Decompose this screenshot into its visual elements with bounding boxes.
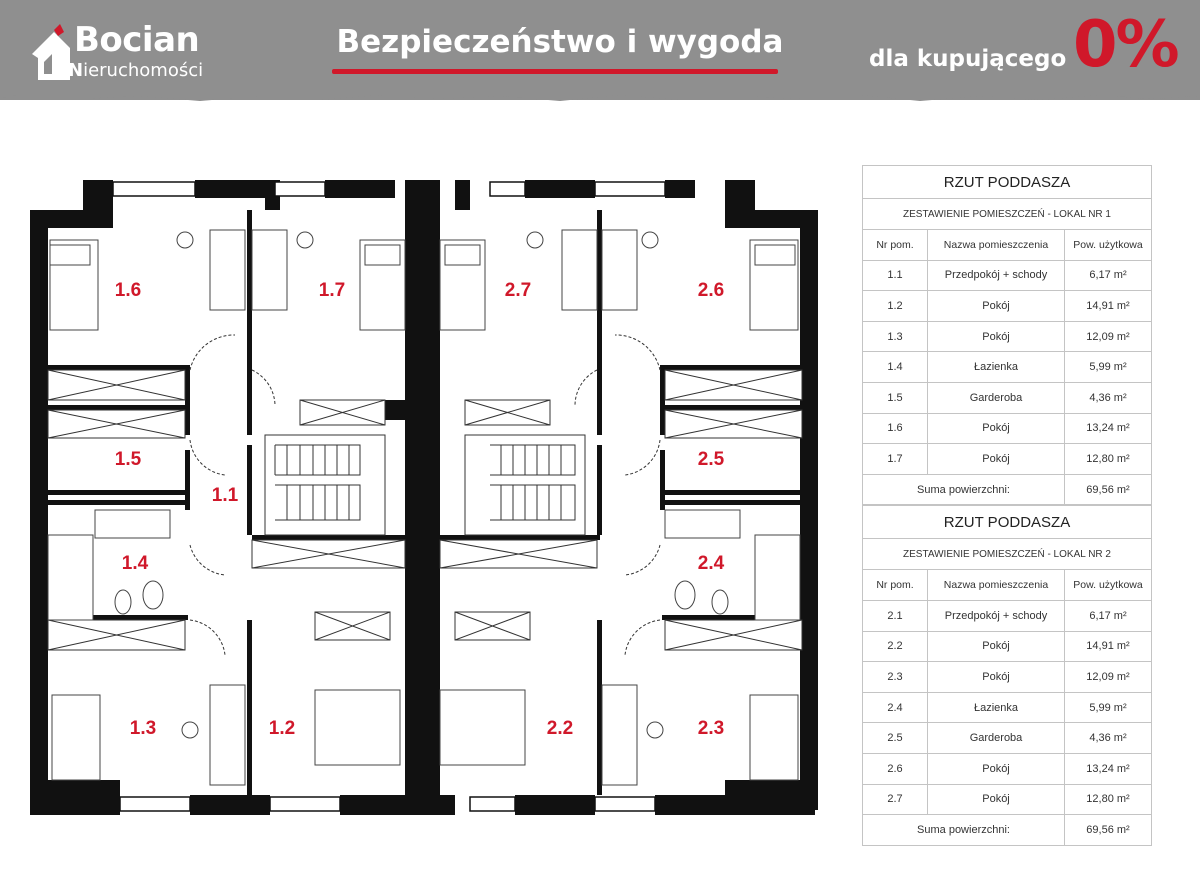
total-label: Suma powierzchni:: [863, 815, 1065, 846]
table-title: RZUT PODDASZA: [863, 506, 1152, 539]
room-label-1-4: 1.4: [121, 553, 149, 574]
col-header-area: Pow. użytkowa: [1065, 570, 1152, 601]
cell-name: Garderoba: [928, 382, 1065, 413]
cell-nr: 1.1: [863, 260, 928, 291]
table-row: [863, 260, 1152, 291]
cell-name: Pokój: [928, 413, 1065, 444]
cell-nr: 2.1: [863, 600, 928, 631]
floor-plan: [25, 175, 825, 830]
room-label-1-7: 1.7: [318, 280, 346, 301]
table-row: [863, 784, 1152, 815]
cell-name: Łazienka: [928, 692, 1065, 723]
cell-nr: 2.3: [863, 662, 928, 693]
promo-text: dla kupującego: [869, 46, 1067, 72]
cell-name: Garderoba: [928, 723, 1065, 754]
cell-name: Przedpokój + schody: [928, 260, 1065, 291]
room-label-2-6: 2.6: [697, 280, 725, 301]
table-row: [863, 723, 1152, 754]
col-header-area: Pow. użytkowa: [1065, 230, 1152, 261]
cell-nr: 1.7: [863, 444, 928, 475]
room-label-1-5: 1.5: [114, 449, 142, 470]
room-label-2-4: 2.4: [697, 553, 725, 574]
slogan: Bezpieczeństwo i wygoda: [336, 24, 784, 60]
col-header-nr: Nr pom.: [863, 230, 928, 261]
cell-area: 5,99 m²: [1065, 352, 1152, 383]
cell-nr: 2.2: [863, 631, 928, 662]
cell-nr: 2.4: [863, 692, 928, 723]
table-subtitle: ZESTAWIENIE POMIESZCZEŃ - LOKAL NR 1: [863, 199, 1152, 230]
table-row: [863, 291, 1152, 322]
cell-area: 13,24 m²: [1065, 753, 1152, 784]
room-label-1-2: 1.2: [268, 718, 296, 739]
table-row: [863, 444, 1152, 475]
cell-area: 12,80 m²: [1065, 444, 1152, 475]
table-row: [863, 382, 1152, 413]
cell-area: 14,91 m²: [1065, 631, 1152, 662]
cell-area: 4,36 m²: [1065, 723, 1152, 754]
room-schedule-tables: [862, 165, 1152, 846]
table-row: [863, 753, 1152, 784]
cell-area: 12,80 m²: [1065, 784, 1152, 815]
room-label-2-2: 2.2: [546, 718, 574, 739]
col-header-name: Nazwa pomieszczenia: [928, 230, 1065, 261]
table-title: RZUT PODDASZA: [863, 166, 1152, 199]
table-total-row: [863, 815, 1152, 846]
table-row: [863, 413, 1152, 444]
table-row: [863, 352, 1152, 383]
table-row: [863, 692, 1152, 723]
logo-name: Bocian: [74, 20, 200, 60]
cell-nr: 2.7: [863, 784, 928, 815]
room-label-2-5: 2.5: [697, 449, 725, 470]
table-subtitle: ZESTAWIENIE POMIESZCZEŃ - LOKAL NR 2: [863, 539, 1152, 570]
logo-sub-initial: N: [68, 60, 84, 81]
total-value: 69,56 m²: [1065, 474, 1152, 505]
room-label-1-3: 1.3: [129, 718, 157, 739]
cell-nr: 2.6: [863, 753, 928, 784]
cell-nr: 1.5: [863, 382, 928, 413]
company-logo[interactable]: [30, 18, 220, 88]
logo-subtitle: [68, 60, 203, 81]
cell-name: Pokój: [928, 784, 1065, 815]
cell-nr: 1.4: [863, 352, 928, 383]
cell-area: 6,17 m²: [1065, 600, 1152, 631]
cell-area: 13,24 m²: [1065, 413, 1152, 444]
cell-nr: 2.5: [863, 723, 928, 754]
cell-name: Pokój: [928, 631, 1065, 662]
col-header-nr: Nr pom.: [863, 570, 928, 601]
cell-name: Przedpokój + schody: [928, 600, 1065, 631]
cell-area: 5,99 m²: [1065, 692, 1152, 723]
room-label-2-7: 2.7: [504, 280, 532, 301]
cell-nr: 1.6: [863, 413, 928, 444]
table-row: [863, 321, 1152, 352]
cell-area: 14,91 m²: [1065, 291, 1152, 322]
cell-name: Pokój: [928, 662, 1065, 693]
total-label: Suma powierzchni:: [863, 474, 1065, 505]
cell-area: 12,09 m²: [1065, 321, 1152, 352]
cell-name: Pokój: [928, 444, 1065, 475]
banner-torn-edge: [0, 92, 1200, 104]
cell-name: Pokój: [928, 291, 1065, 322]
cell-nr: 1.2: [863, 291, 928, 322]
room-label-1-1: 1.1: [211, 485, 239, 506]
cell-name: Pokój: [928, 321, 1065, 352]
table-total-row: [863, 474, 1152, 505]
table-row: [863, 600, 1152, 631]
room-table-unit-1: [862, 165, 1152, 505]
slogan-underline: [332, 69, 778, 74]
cell-area: 6,17 m²: [1065, 260, 1152, 291]
promo-value: 0%: [1073, 8, 1178, 82]
cell-area: 4,36 m²: [1065, 382, 1152, 413]
cell-area: 12,09 m²: [1065, 662, 1152, 693]
cell-name: Pokój: [928, 753, 1065, 784]
room-label-1-6: 1.6: [114, 280, 142, 301]
col-header-name: Nazwa pomieszczenia: [928, 570, 1065, 601]
room-table-unit-2: [862, 505, 1152, 845]
table-row: [863, 631, 1152, 662]
total-value: 69,56 m²: [1065, 815, 1152, 846]
cell-nr: 1.3: [863, 321, 928, 352]
room-label-2-3: 2.3: [697, 718, 725, 739]
table-row: [863, 662, 1152, 693]
cell-name: Łazienka: [928, 352, 1065, 383]
logo-sub-rest: ieruchomości: [83, 60, 204, 81]
